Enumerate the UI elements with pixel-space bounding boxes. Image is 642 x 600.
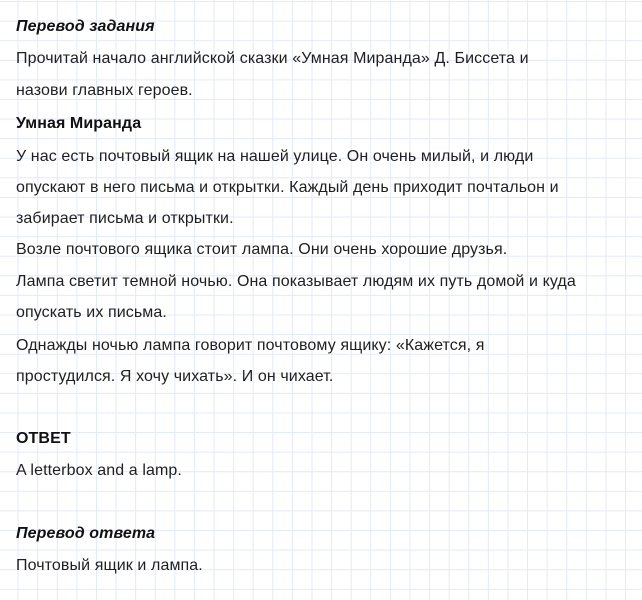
answer-heading: ОТВЕТ xyxy=(16,430,71,447)
story-line: У нас есть почтовый ящик на нашей улице. Он очень милый, и люди xyxy=(16,148,534,165)
story-line: Лампа светит темной ночью. Она показывает людям их путь домой и куда xyxy=(16,273,576,290)
answer-translation-text: Почтовый ящик и лампа. xyxy=(16,557,203,574)
story-line: забирает письма и открытки. xyxy=(16,210,234,227)
answer-text: A letterbox and a lamp. xyxy=(16,462,182,479)
task-line: назови главных героев. xyxy=(16,82,193,99)
task-line: Прочитай начало английской сказки «Умная Миранда» Д. Биссета и xyxy=(16,50,529,67)
story-title: Умная Миранда xyxy=(16,115,142,132)
story-line: опускать их письма. xyxy=(16,304,167,321)
story-line: Однажды ночью лампа говорит почтовому ящику: «Кажется, я xyxy=(16,337,485,354)
task-translation-heading: Перевод задания xyxy=(16,18,155,35)
story-line: опускают в него письма и открытки. Каждый день приходит почтальон и xyxy=(16,179,559,196)
story-line: простудился. Я хочу чихать». И он чихает. xyxy=(16,368,334,385)
story-line: Возле почтового ящика стоит лампа. Они очень хорошие друзья. xyxy=(16,241,508,258)
answer-translation-heading: Перевод ответа xyxy=(16,525,156,542)
